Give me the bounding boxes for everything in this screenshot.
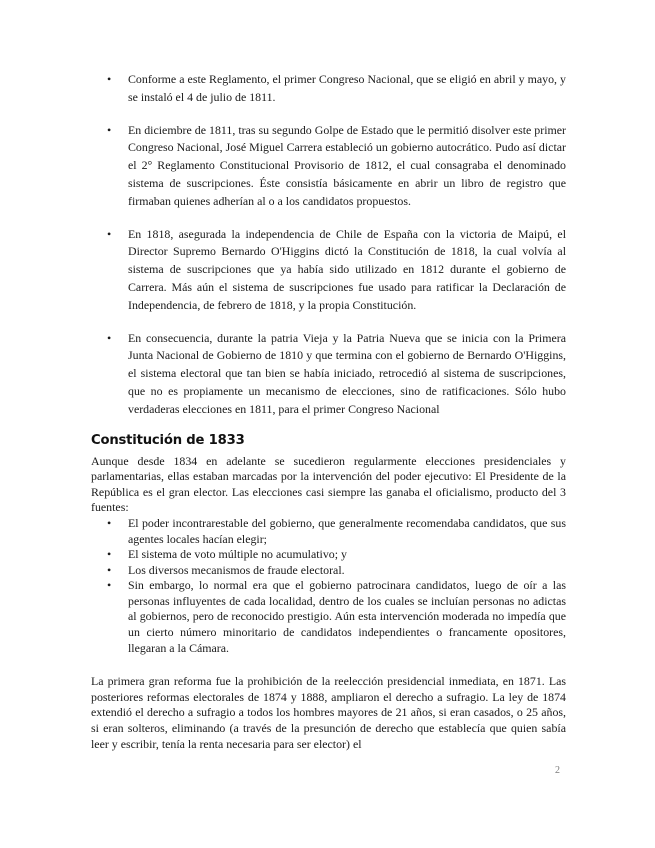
history-bullet-list xyxy=(91,71,566,419)
list-item: • Sin embargo, lo normal era que el gobierno patrocinara candidatos, luego de oír a las personas influyentes de cada localidad, dentro de los cuales se incluían personas no adictas al gobiernos, pero de reconocido prestigio. Aún esta intervención moderada no impedía que un cierto número minoritario de candidatos independientes o francamente opositores, llegaran a la Cámara. xyxy=(91,578,566,656)
list-item: • Los diversos mecanismos de fraude electoral. xyxy=(91,563,566,579)
page-number: 2 xyxy=(555,765,560,776)
list-item: • En 1818, asegurada la independencia de Chile de España con la victoria de Maipú, el Director Supremo Bernardo O'Higgins dictó la Constitución de 1818, la cual volvía al sistema de suscripciones que ya había sido utilizado en 1812 durante el gobierno de Carrera. Más aún el sistema de suscripciones fue usado para ratificar la Declaración de Independencia, de febrero de 1818, y la propia Constitución. xyxy=(91,226,566,315)
section-heading: Constitución de 1833 xyxy=(91,432,245,448)
list-item: • El poder incontrarestable del gobierno, que generalmente recomendaba candidatos, que sus agentes locales hacían elegir; xyxy=(91,516,566,547)
list-item: • En diciembre de 1811, tras su segundo Golpe de Estado que le permitió disolver este primer Congreso Nacional, José Miguel Carrera estableció un gobierno autocrático. Pudo así dictar el 2° Reglamento Constitucional Provisorio de 1812, el cual consagraba el denominado sistema de suscripciones. Éste consistía básicamente en abrir un libro de registro que firmaban quienes adherían al o a los candidatos propuestos. xyxy=(91,122,566,211)
closing-paragraph: La primera gran reforma fue la prohibición de la reelección presidencial inmediata, en 1871. Las posteriores reformas electorales de 1874 y 1888, ampliaron el derecho a sufragio. La ley de 1874 extendió el derecho a sufragio a todos los hombres mayores de 21 años, si eran casados, o 25 años, si eran solteros, eliminando (a través de la presunción de derecho que establecía que quien sabía leer y escribir, tenía la renta necesaria para ser elector) el xyxy=(91,674,566,751)
list-item: • Conforme a este Reglamento, el primer Congreso Nacional, que se eligió en abril y mayo, y se instaló el 4 de julio de 1811. xyxy=(91,71,566,107)
list-item: • El sistema de voto múltiple no acumulativo; y xyxy=(91,547,566,563)
intro-paragraph: Aunque desde 1834 en adelante se sucedieron regularmente elecciones presidenciales y parlamentarias, ellas estaban marcadas por la intervención del poder ejecutivo: El Presidente de la República es el gran elector. Las elecciones casi siempre las ganaba el oficialismo, producto del 3 fuentes: xyxy=(91,453,566,515)
list-item: • En consecuencia, durante la patria Vieja y la Patria Nueva que se inicia con la Primera Junta Nacional de Gobierno de 1810 y que termina con el gobierno de Bernardo O'Higgins, el sistema electoral que tan bien se había iniciado, retrocedió al sistema de suscripciones, que no es propiamente un mecanismo de elecciones, sino de ratificaciones. Sólo hubo verdaderas elecciones en 1811, para el primer Congreso Nacional xyxy=(91,330,566,419)
sources-bullet-list xyxy=(91,516,566,656)
page-content xyxy=(91,71,566,752)
